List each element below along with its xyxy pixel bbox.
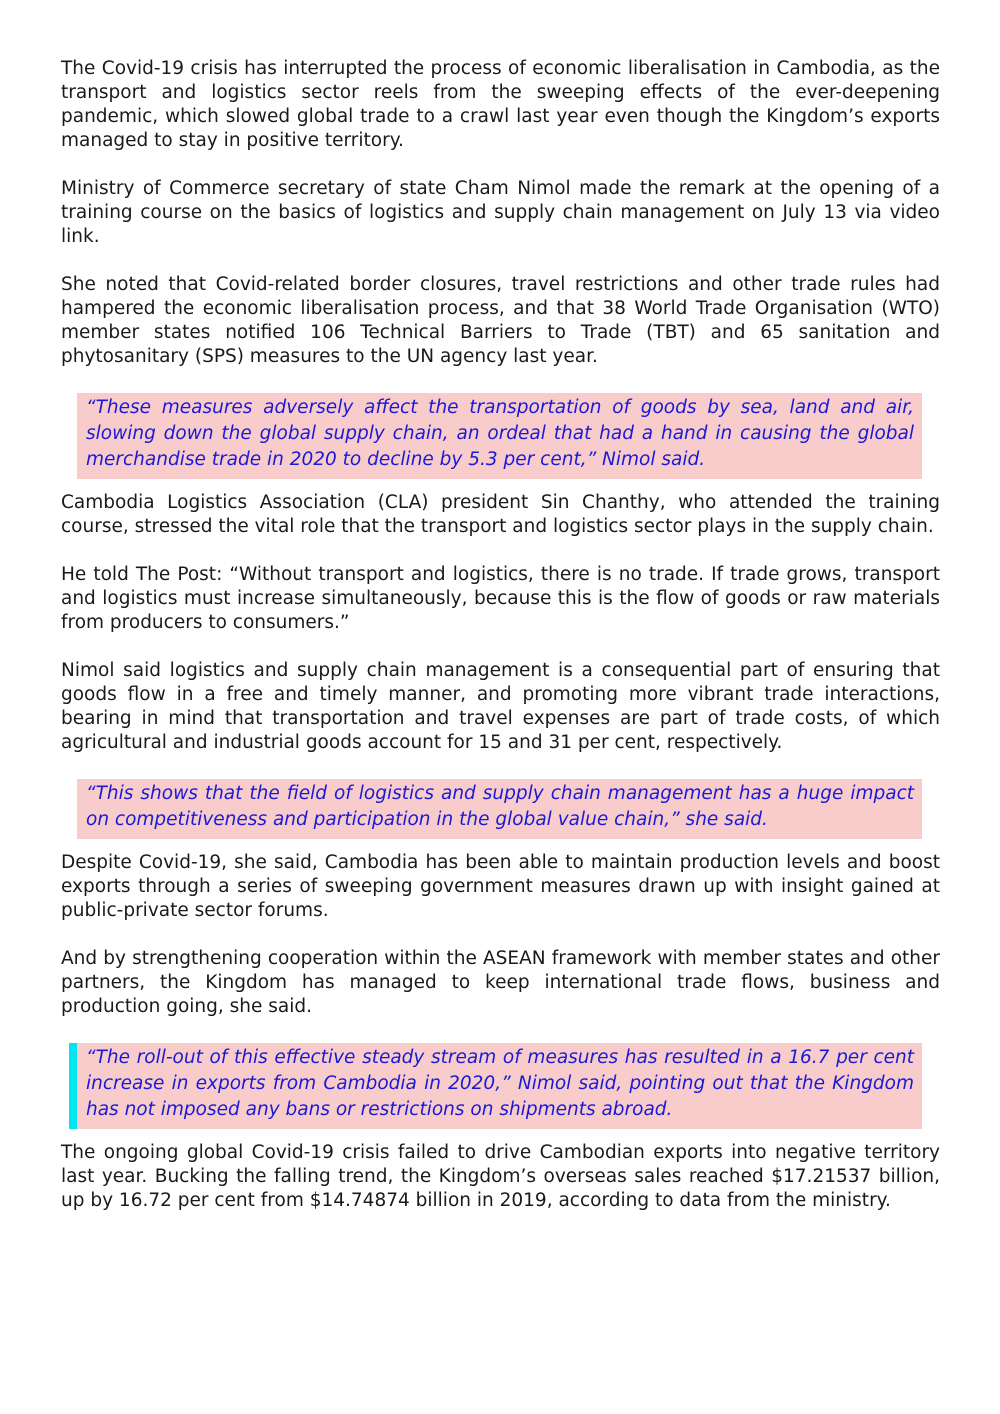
pull-quote-2-text: “This shows that the field of logistics and supply chain management has a huge impact on competitiveness and participation in the global value chain,” she said. (86, 783, 914, 830)
article-body (61, 57, 940, 1237)
paragraph-4: Cambodia Logistics Association (CLA) president Sin Chanthy, who attended the training course, stressed the vital role that the transport and logistics sector plays in the supply chain. (61, 492, 940, 537)
paragraph-2: Ministry of Commerce secretary of state Cham Nimol made the remark at the opening of a training course on the basics of logistics and supply chain management on July 13 via video link. (61, 178, 940, 247)
pull-quote-3 (69, 1043, 922, 1129)
paragraph-8: And by strengthening cooperation within the ASEAN framework with member states and other partners, the Kingdom has managed to keep international trade flows, business and production going, she said. (61, 948, 940, 1017)
paragraph-1: The Covid-19 crisis has interrupted the process of economic liberalisation in Cambodia, as the transport and logistics sector reels from the sweeping effects of the ever-deepening pandemic, which slowed global trade to a crawl last year even though the Kingdom’s exports managed to stay in positive territory. (61, 58, 940, 151)
paragraph-6: Nimol said logistics and supply chain management is a consequential part of ensuring that goods flow in a free and timely manner, and promoting more vibrant trade interactions, bearing in mind that transportation and travel expenses are part of trade costs, of which agricultural and industrial goods account for 15 and 31 per cent, respectively. (61, 660, 940, 753)
paragraph-9: The ongoing global Covid-19 crisis failed to drive Cambodian exports into negative territory last year. Bucking the falling trend, the Kingdom’s overseas sales reached $17.21537 billion, up by 16.72 per cent from $14.74874 billion in 2019, according to data from the ministry. (61, 1142, 940, 1211)
pull-quote-1 (77, 393, 922, 479)
paragraph-3: She noted that Covid-related border closures, travel restrictions and other trade rules had hampered the economic liberalisation process, and that 38 World Trade Organisation (WTO) member states notified 106 Technical Barriers to Trade (TBT) and 65 sanitation and phytosanitary (SPS) measures to the UN agency last year. (61, 274, 940, 367)
pull-quote-3-text: “The roll-out of this effective steady stream of measures has resulted in a 16.7 per cent increase in exports from Cambodia in 2020,” Nimol said, pointing out that the Kingdom has not imposed any bans or restrictions on shipments abroad. (86, 1047, 914, 1120)
pull-quote-2 (77, 779, 922, 839)
quote-accent-bar (69, 1043, 77, 1129)
paragraph-5: He told The Post: “Without transport and logistics, there is no trade. If trade grows, transport and logistics must increase simultaneously, because this is the flow of goods or raw materials from producers to consumers.” (61, 564, 940, 633)
pull-quote-1-text: “These measures adversely affect the transportation of goods by sea, land and air, slowing down the global supply chain, an ordeal that had a hand in causing the global merchandise trade in 2020 to decline by 5.3 per cent,” Nimol said. (86, 397, 914, 470)
paragraph-7: Despite Covid-19, she said, Cambodia has been able to maintain production levels and boost exports through a series of sweeping government measures drawn up with insight gained at public-private sector forums. (61, 852, 940, 921)
